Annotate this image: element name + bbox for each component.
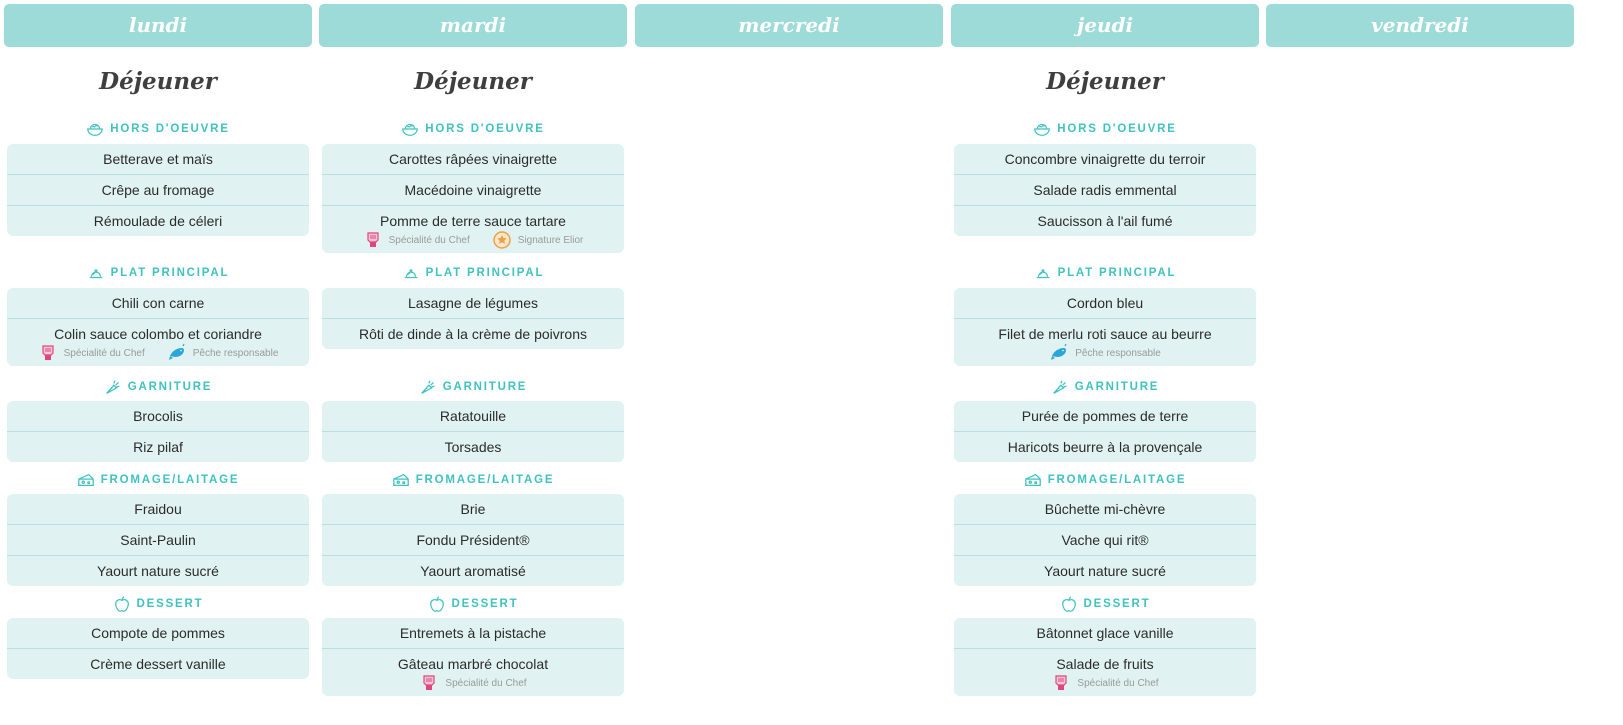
dish-list [954, 494, 1256, 586]
fish-icon [167, 343, 187, 363]
day-header-mardi[interactable]: mardi [319, 4, 627, 47]
dish-item[interactable] [322, 401, 624, 431]
day-header-mercredi[interactable]: mercredi [635, 4, 943, 47]
signature-star-icon [492, 230, 512, 250]
dish-item[interactable] [954, 618, 1256, 648]
dish-item[interactable] [7, 431, 309, 462]
dish-name: Saucisson à l'ail fumé [1037, 213, 1173, 229]
dish-name: Riz pilaf [133, 439, 183, 455]
dish-list [7, 494, 309, 586]
dish-name: Yaourt nature sucré [1044, 563, 1166, 579]
dish-list [954, 288, 1256, 366]
dish-name: Pomme de terre sauce tartare [380, 213, 566, 229]
dish-name: Ratatouille [439, 408, 507, 424]
category-hors-doeuvre [954, 120, 1256, 138]
dish-list [322, 144, 624, 253]
day-header-jeudi[interactable]: jeudi [951, 4, 1259, 47]
dish-name: Purée de pommes de terre [1021, 408, 1189, 424]
dish-name: Rémoulade de céleri [93, 213, 223, 229]
cloche-icon [1034, 264, 1052, 282]
cheese-icon [392, 471, 410, 489]
dish-list [7, 618, 309, 679]
dish-item[interactable] [7, 494, 309, 524]
category-plat-principal [954, 264, 1256, 282]
label-text: Spécialité du Chef [445, 677, 527, 689]
dish-item[interactable] [322, 555, 624, 586]
category-label: GARNITURE [442, 381, 528, 393]
dish-list [7, 401, 309, 462]
label-text: Spécialité du Chef [1077, 677, 1159, 689]
dish-item[interactable] [7, 555, 309, 586]
dish-name: Gâteau marbré chocolat [397, 656, 549, 672]
salad-bowl-icon [86, 120, 104, 138]
dish-name: Vache qui rit® [1061, 532, 1149, 548]
dish-name: Haricots beurre à la provençale [1007, 439, 1203, 455]
label-text: Spécialité du Chef [63, 347, 145, 359]
cheese-icon [77, 471, 95, 489]
cheese-icon [1024, 471, 1042, 489]
dish-name: Yaourt aromatisé [420, 563, 526, 579]
dish-labels [322, 674, 624, 696]
category-hors-doeuvre [322, 120, 624, 138]
dish-item[interactable] [954, 494, 1256, 524]
dish-item[interactable] [7, 318, 309, 366]
dish-item[interactable] [954, 318, 1256, 366]
dish-name: Lasagne de légumes [408, 295, 538, 311]
dish-name: Concombre vinaigrette du terroir [1004, 151, 1206, 167]
dish-item[interactable] [954, 555, 1256, 586]
category-label: PLAT PRINCIPAL [110, 267, 230, 279]
dish-item[interactable] [322, 205, 624, 253]
dish-item[interactable] [954, 648, 1256, 696]
dish-item[interactable] [7, 205, 309, 236]
dish-item[interactable] [322, 288, 624, 318]
category-label: PLAT PRINCIPAL [1057, 267, 1177, 279]
cloche-icon [402, 264, 420, 282]
category-fromage [7, 471, 309, 489]
label-signature-elior [492, 230, 584, 250]
category-label: DESSERT [136, 598, 204, 610]
carrot-icon [104, 378, 122, 396]
dish-name: Yaourt nature sucré [97, 563, 219, 579]
carrot-icon [1051, 378, 1069, 396]
dish-name: Bûchette mi-chèvre [1044, 501, 1166, 517]
dish-item[interactable] [7, 648, 309, 679]
dish-item[interactable] [954, 288, 1256, 318]
label-text: Pêche responsable [192, 347, 279, 359]
dish-name: Filet de merlu roti sauce au beurre [998, 326, 1212, 342]
category-dessert [322, 595, 624, 613]
dish-list [322, 288, 624, 349]
dish-name: Fondu Président® [416, 532, 530, 548]
dish-list [954, 144, 1256, 236]
label-specialite-du-chef [419, 673, 526, 693]
dish-name: Saint-Paulin [120, 532, 196, 548]
dish-item[interactable] [322, 648, 624, 696]
dish-item[interactable] [322, 524, 624, 555]
dish-item[interactable] [322, 494, 624, 524]
dish-item[interactable] [322, 144, 624, 174]
dish-name: Chili con carne [111, 295, 205, 311]
dish-name: Entremets à la pistache [399, 625, 547, 641]
dish-item[interactable] [322, 174, 624, 205]
category-garniture [322, 378, 624, 396]
category-plat-principal [7, 264, 309, 282]
dish-item[interactable] [954, 174, 1256, 205]
category-dessert [7, 595, 309, 613]
category-label: DESSERT [1083, 598, 1151, 610]
dish-item[interactable] [954, 524, 1256, 555]
label-text: Pêche responsable [1075, 347, 1161, 359]
meal-title: Déjeuner [414, 68, 532, 95]
category-dessert [954, 595, 1256, 613]
dish-name: Bâtonnet glace vanille [1036, 625, 1174, 641]
dish-item[interactable] [7, 174, 309, 205]
dish-name: Fraidou [134, 501, 182, 517]
dish-labels [954, 674, 1256, 696]
category-label: FROMAGE/LAITAGE [1047, 474, 1187, 486]
category-label: DESSERT [451, 598, 519, 610]
dish-list [7, 288, 309, 366]
category-label: GARNITURE [1074, 381, 1160, 393]
cloche-icon [87, 264, 105, 282]
category-fromage [322, 471, 624, 489]
apple-icon [1060, 595, 1078, 613]
category-label: FROMAGE/LAITAGE [415, 474, 555, 486]
category-garniture [954, 378, 1256, 396]
dish-name: Torsades [444, 439, 502, 455]
dish-item[interactable] [7, 618, 309, 648]
dish-name: Brocolis [133, 408, 183, 424]
dish-name: Salade de fruits [1056, 656, 1154, 672]
category-label: HORS D'OEUVRE [425, 123, 545, 135]
label-peche-responsable [1049, 343, 1161, 363]
dish-item[interactable] [7, 144, 309, 174]
dish-name: Crème dessert vanille [90, 656, 226, 672]
category-label: GARNITURE [127, 381, 213, 393]
fish-icon [1049, 343, 1069, 363]
dish-item[interactable] [954, 205, 1256, 236]
category-fromage [954, 471, 1256, 489]
dish-name: Cordon bleu [1066, 295, 1144, 311]
dish-name: Colin sauce colombo et coriandre [54, 326, 262, 342]
dish-item[interactable] [322, 318, 624, 349]
apple-icon [428, 595, 446, 613]
dish-item[interactable] [322, 618, 624, 648]
meal-title: Déjeuner [99, 68, 217, 95]
category-label: HORS D'OEUVRE [110, 123, 230, 135]
dish-name: Compote de pommes [91, 625, 225, 641]
label-text: Signature Elior [517, 234, 584, 246]
chef-hat-icon [1051, 673, 1071, 693]
carrot-icon [419, 378, 437, 396]
label-specialite-du-chef [1051, 673, 1158, 693]
day-header-lundi[interactable]: lundi [4, 4, 312, 47]
dish-list [322, 494, 624, 586]
apple-icon [113, 595, 131, 613]
dish-item[interactable] [322, 431, 624, 462]
dish-name: Crêpe au fromage [101, 182, 215, 198]
dish-name: Rôti de dinde à la crème de poivrons [358, 326, 588, 342]
chef-hat-icon [38, 343, 58, 363]
category-hors-doeuvre [7, 120, 309, 138]
category-plat-principal [322, 264, 624, 282]
dish-name: Brie [460, 501, 486, 517]
dish-item[interactable] [954, 431, 1256, 462]
category-label: PLAT PRINCIPAL [425, 267, 545, 279]
day-header-vendredi[interactable]: vendredi [1266, 4, 1574, 47]
dish-list [322, 618, 624, 696]
label-peche-responsable [167, 343, 279, 363]
dish-list [954, 618, 1256, 696]
dish-name: Betterave et maïs [103, 151, 213, 167]
chef-hat-icon [363, 230, 383, 250]
label-text: Spécialité du Chef [388, 234, 470, 246]
dish-list [954, 401, 1256, 462]
category-garniture [7, 378, 309, 396]
label-specialite-du-chef [38, 343, 145, 363]
dish-item[interactable] [954, 144, 1256, 174]
salad-bowl-icon [401, 120, 419, 138]
dish-list [322, 401, 624, 462]
chef-hat-icon [419, 673, 439, 693]
label-specialite-du-chef [363, 230, 470, 250]
dish-item[interactable] [7, 401, 309, 431]
dish-item[interactable] [954, 401, 1256, 431]
dish-name: Macédoine vinaigrette [404, 182, 542, 198]
dish-name: Salade radis emmental [1033, 182, 1177, 198]
category-label: HORS D'OEUVRE [1057, 123, 1177, 135]
dish-name: Carottes râpées vinaigrette [388, 151, 558, 167]
meal-title: Déjeuner [1046, 68, 1164, 95]
salad-bowl-icon [1033, 120, 1051, 138]
category-label: FROMAGE/LAITAGE [100, 474, 240, 486]
dish-item[interactable] [7, 524, 309, 555]
dish-list [7, 144, 309, 236]
dish-item[interactable] [7, 288, 309, 318]
